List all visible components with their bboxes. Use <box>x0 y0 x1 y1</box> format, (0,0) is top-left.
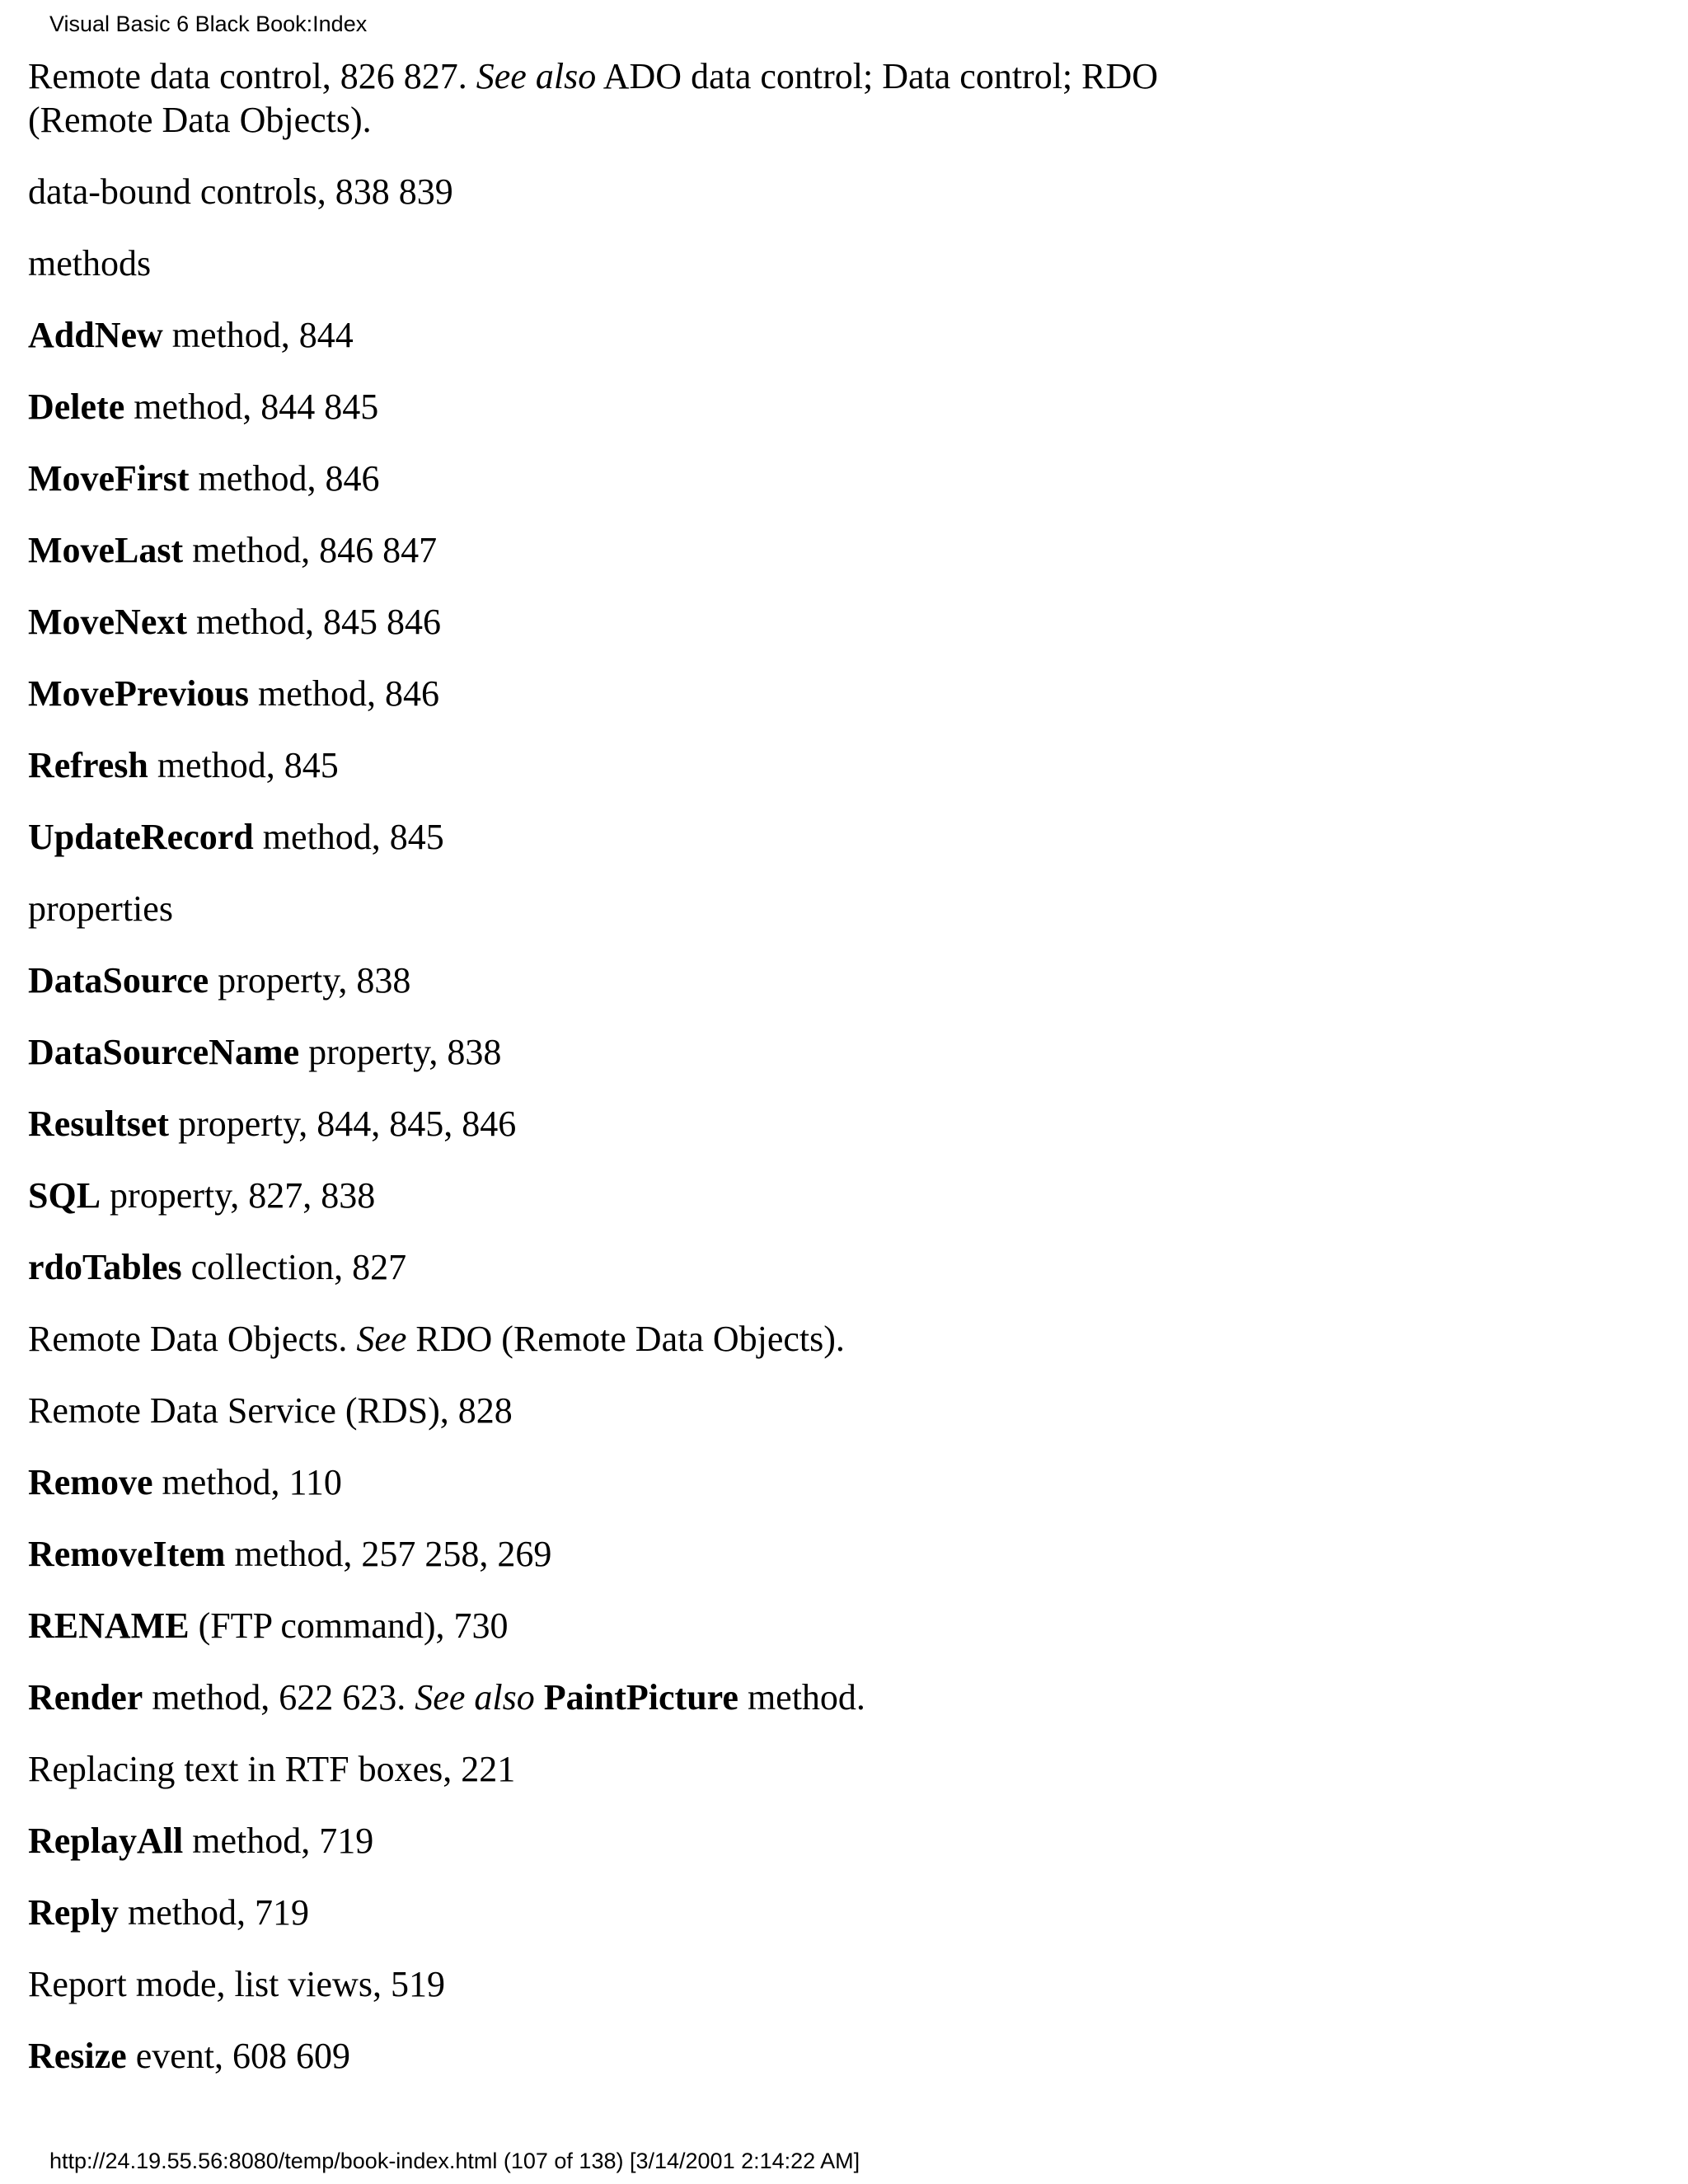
entry-report-mode <box>28 1962 1660 2034</box>
entry-text: method, 844 845 <box>124 387 379 427</box>
page-footer-url: http://24.19.55.56:8080/temp/book-index.html (107 of 138) [3/14/2001 2:14:22 AM] <box>49 2149 860 2173</box>
entry-datasource <box>28 958 1660 1030</box>
entry-sql <box>28 1174 1660 1245</box>
entry-addnew <box>28 313 1660 385</box>
index-term: UpdateRecord <box>28 817 254 857</box>
entry-text: method, 845 846 <box>187 602 441 642</box>
entry-text: Remote Data Objects. <box>28 1319 357 1359</box>
entry-text: properties <box>28 888 173 929</box>
entry-text: method, 846 <box>189 458 380 499</box>
entry-text: method, 719 <box>183 1821 374 1861</box>
entry-delete <box>28 385 1660 457</box>
entry-text: method, 845 <box>148 745 339 785</box>
index-term: rdoTables <box>28 1247 182 1287</box>
entry-data-bound-controls <box>28 170 1660 241</box>
entry-text: property, 827, 838 <box>101 1175 376 1216</box>
entry-text: property, 838 <box>209 960 411 1001</box>
index-term: Render <box>28 1677 143 1718</box>
index-term: SQL <box>28 1175 101 1216</box>
entry-datasourcename <box>28 1030 1660 1102</box>
cross-reference-label: See also <box>415 1677 535 1718</box>
entry-rdotables <box>28 1245 1660 1317</box>
entry-text: Remote Data Service (RDS), 828 <box>28 1390 513 1431</box>
entry-remote-data-objects <box>28 1317 1660 1389</box>
entry-movefirst <box>28 457 1660 528</box>
entry-movenext <box>28 600 1660 672</box>
index-term: ReplayAll <box>28 1821 184 1861</box>
entry-text: method, 110 <box>152 1462 342 1502</box>
entry-resize <box>28 2034 1660 2106</box>
entry-text: method. <box>738 1677 865 1718</box>
entry-movelast <box>28 528 1660 600</box>
entry-text: property, 838 <box>299 1032 502 1072</box>
entry-text: method, 257 258, 269 <box>225 1534 552 1574</box>
index-term: RemoveItem <box>28 1534 226 1574</box>
entry-text: property, 844, 845, 846 <box>169 1104 517 1144</box>
entry-text: Replacing text in RTF boxes, 221 <box>28 1749 516 1789</box>
entry-replayall <box>28 1819 1660 1891</box>
entry-text: (FTP command), 730 <box>189 1605 509 1646</box>
page-header: Visual Basic 6 Black Book:Index <box>49 12 368 36</box>
entry-replacing-text <box>28 1747 1660 1819</box>
index-term: Resultset <box>28 1104 170 1144</box>
entry-text: method, 844 <box>162 315 354 355</box>
entry-remote-data-control <box>28 54 1264 170</box>
entry-text: Remote data control, 826 827. <box>28 56 476 96</box>
entry-render <box>28 1675 1660 1747</box>
entry-text: collection, 827 <box>181 1247 407 1287</box>
entry-text: method, 622 623. <box>143 1677 415 1718</box>
entry-text: event, 608 609 <box>126 2036 351 2076</box>
entry-text <box>535 1677 544 1718</box>
index-term: MoveNext <box>28 602 188 642</box>
index-term: MoveFirst <box>28 458 190 499</box>
entry-removeitem <box>28 1532 1660 1604</box>
entry-refresh <box>28 743 1660 815</box>
entry-updaterecord <box>28 815 1660 887</box>
entry-remove <box>28 1460 1660 1532</box>
entry-properties <box>28 887 1660 958</box>
index-entries <box>28 54 1660 2106</box>
entry-reply <box>28 1891 1660 1962</box>
cross-reference-label: See also <box>476 56 597 96</box>
entry-remote-data-service <box>28 1389 1660 1460</box>
index-term: MovePrevious <box>28 673 250 714</box>
entry-resultset <box>28 1102 1660 1174</box>
index-term: RENAME <box>28 1605 190 1646</box>
index-term: Delete <box>28 387 125 427</box>
entry-text: method, 846 847 <box>183 530 438 570</box>
index-term: DataSource <box>28 960 209 1001</box>
index-term: DataSourceName <box>28 1032 300 1072</box>
entry-methods <box>28 241 1660 313</box>
index-term: AddNew <box>28 315 163 355</box>
index-term: Remove <box>28 1462 153 1502</box>
index-term: Reply <box>28 1892 119 1933</box>
index-term: MoveLast <box>28 530 184 570</box>
entry-rename <box>28 1604 1660 1675</box>
entry-text: data-bound controls, 838 839 <box>28 171 453 212</box>
index-term: PaintPicture <box>543 1677 738 1718</box>
index-term: Refresh <box>28 745 148 785</box>
entry-text: method, 846 <box>249 673 440 714</box>
index-term: Resize <box>28 2036 127 2076</box>
entry-text: Report mode, list views, 519 <box>28 1964 445 2004</box>
cross-reference-label: See <box>356 1319 407 1359</box>
entry-moveprevious <box>28 672 1660 743</box>
entry-text: ADO data control; Data control; RDO (Remote Data Objects). <box>28 56 1159 140</box>
entry-text: method, 845 <box>253 817 444 857</box>
entry-text: RDO (Remote Data Objects). <box>406 1319 845 1359</box>
entry-text: methods <box>28 243 152 284</box>
entry-text: method, 719 <box>119 1892 309 1933</box>
